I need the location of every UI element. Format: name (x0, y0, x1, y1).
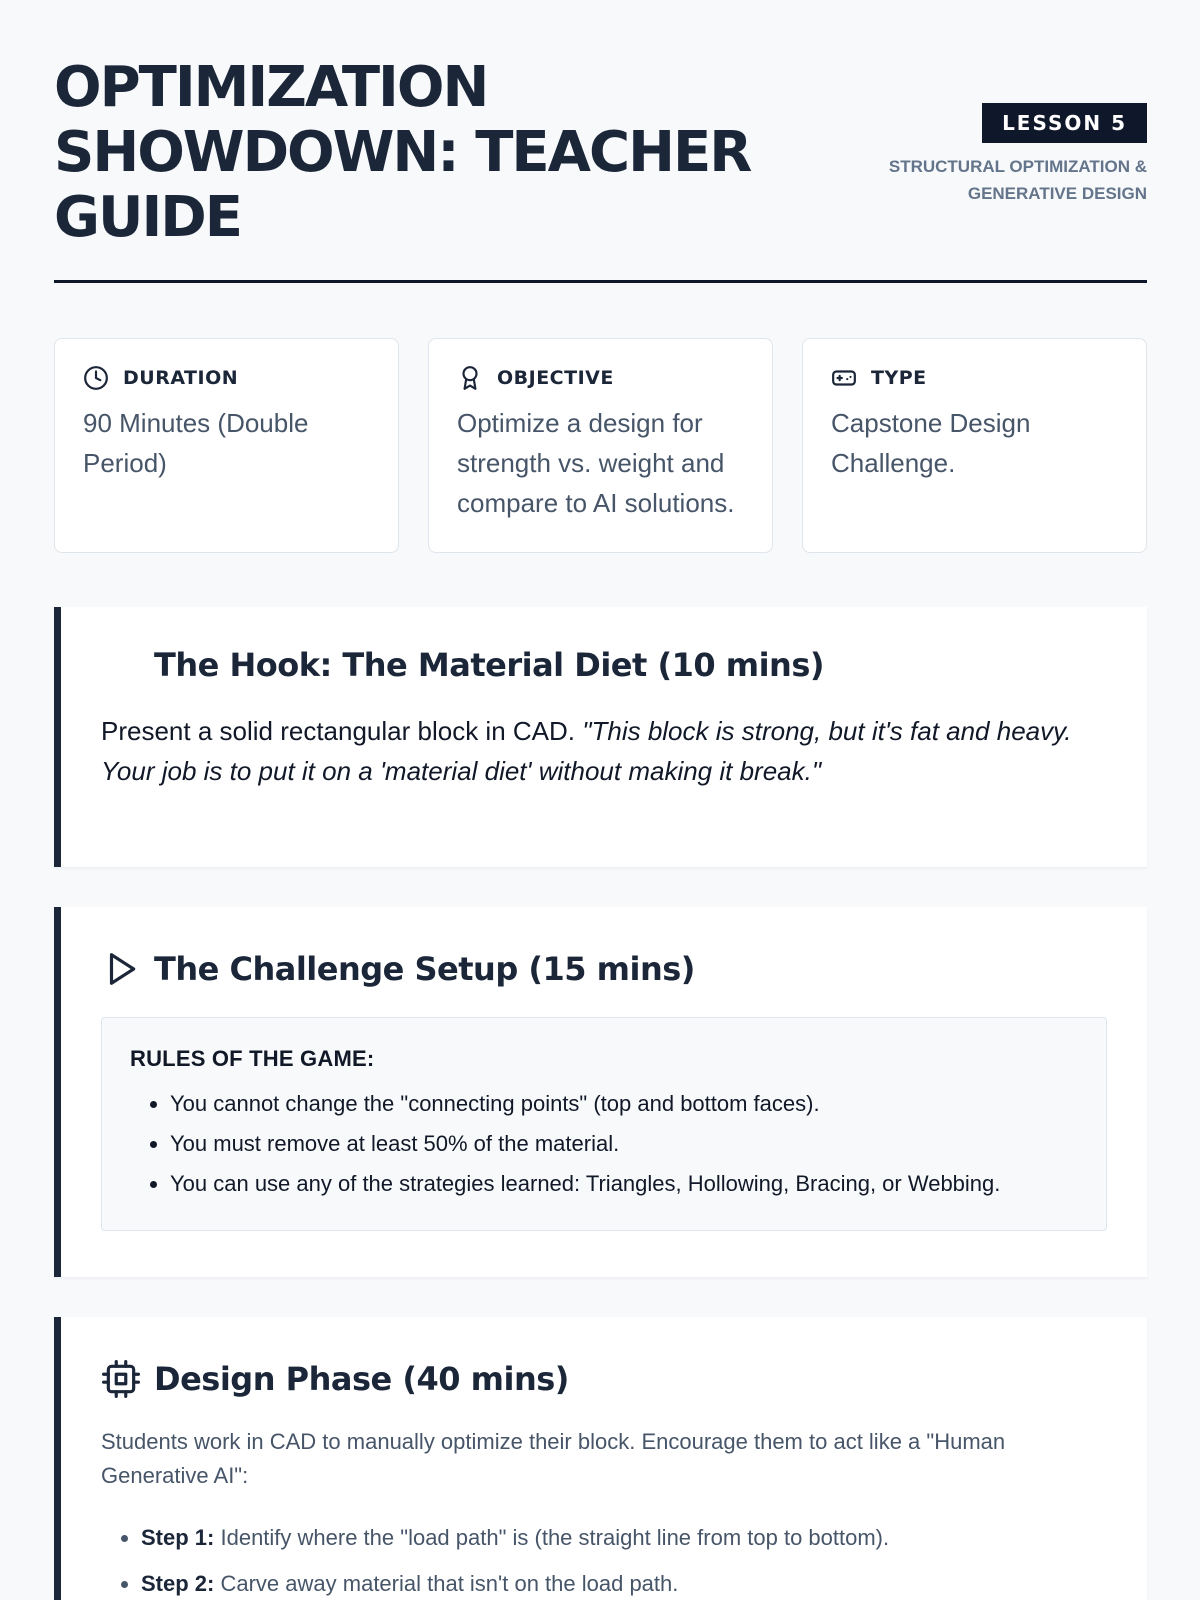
list-item (141, 1515, 1107, 1561)
award-icon (457, 365, 483, 391)
objective-card (428, 338, 773, 553)
clock-icon (83, 365, 109, 391)
blank-icon (101, 645, 141, 685)
design-intro: Students work in CAD to manually optimize their block. Encourage them to act like a "Human Generative AI": (101, 1429, 1006, 1488)
step-label: Step 1: (141, 1525, 215, 1550)
play-icon (101, 949, 141, 989)
list-item: • You can use any of the strategies learned: Triangles, Hollowing, Bracing, or Webbing. (170, 1164, 1078, 1204)
section-title: Design Phase (40 mins) (154, 1360, 569, 1398)
steps-list (101, 1515, 1107, 1600)
section-title: The Hook: The Material Diet (10 mins) (154, 646, 824, 684)
card-label: OBJECTIVE (497, 367, 614, 389)
step-text: Carve away material that isn't on the load path. (220, 1571, 679, 1596)
rules-title: RULES OF THE GAME: (130, 1046, 375, 1071)
cpu-icon (101, 1359, 141, 1399)
page (54, 0, 1147, 1596)
lesson-badge: LESSON 5 (982, 103, 1147, 143)
step-label: Step 2: (141, 1571, 215, 1596)
lesson-meta (827, 103, 1147, 207)
hook-section (54, 607, 1147, 867)
type-card (802, 338, 1147, 553)
challenge-section (54, 907, 1147, 1277)
card-value: 90 Minutes (Double Period) (83, 408, 309, 478)
list-item: • You cannot change the "connecting points" (top and bottom faces). (170, 1084, 1078, 1124)
hook-instruction: Present a solid rectangular block in CAD. (101, 716, 576, 746)
hook-quote: "This block is strong, but it's fat and heavy. Your job is to put it on a 'material diet' without making it break." (101, 716, 1072, 786)
duration-card (54, 338, 399, 553)
card-value: Optimize a design for strength vs. weight and compare to AI solutions. (457, 408, 735, 518)
gamepad-icon (831, 365, 857, 391)
page-title: OPTIMIZATION SHOWDOWN: TEACHER GUIDE (54, 55, 751, 250)
rules-box (101, 1017, 1107, 1231)
list-item: • You must remove at least 50% of the material. (170, 1124, 1078, 1164)
rules-list (130, 1084, 1078, 1204)
list-item (141, 1561, 1107, 1600)
card-value: Capstone Design Challenge. (831, 408, 1031, 478)
lesson-subtitle: STRUCTURAL OPTIMIZATION & GENERATIVE DESIGN (888, 157, 1147, 203)
section-title: The Challenge Setup (15 mins) (154, 950, 695, 988)
header-divider (54, 280, 1147, 283)
header (54, 0, 1147, 283)
card-label: TYPE (871, 367, 927, 389)
step-text: Identify where the "load path" is (the straight line from top to bottom). (220, 1525, 890, 1550)
design-section (54, 1317, 1147, 1600)
info-cards (54, 338, 1147, 553)
hook-text (101, 711, 1107, 791)
card-label: DURATION (123, 367, 239, 389)
